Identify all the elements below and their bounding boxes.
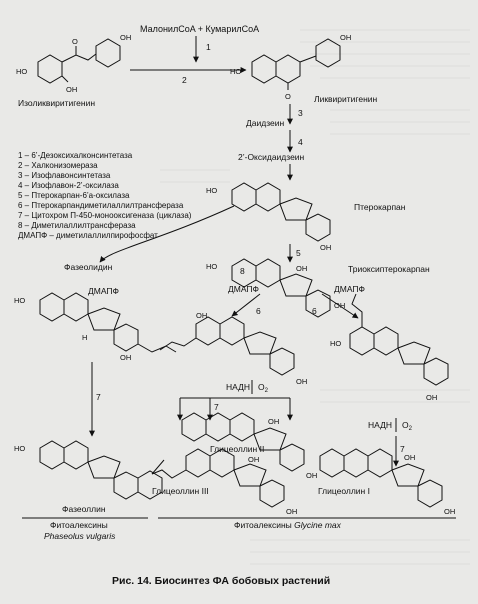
pterocarpan-structure — [206, 183, 331, 252]
reactants-label: МалонилCoA + КумарилCoA — [140, 24, 260, 34]
glyceollin3-structure — [152, 449, 297, 516]
step-7c-label: 7 — [400, 444, 405, 454]
o2-label-middle: $O_2$ — [258, 382, 268, 394]
step-3-label: 3 — [298, 108, 303, 118]
svg-text:HO: HO — [206, 262, 218, 271]
svg-text:OH: OH — [268, 417, 280, 426]
svg-text:H: H — [82, 333, 88, 342]
step-4-label: 4 — [298, 137, 303, 147]
svg-text:HO: HO — [16, 67, 28, 76]
svg-text:OH: OH — [340, 33, 352, 42]
svg-text:O: O — [285, 92, 291, 101]
step-7b-label: 7 — [214, 402, 219, 412]
liquiritigenin-label: Ликвиритигенин — [314, 94, 378, 104]
step-1-label: 1 — [206, 42, 211, 52]
nadh-label-middle: НАДН — [226, 382, 250, 392]
phaseollin-structure — [14, 441, 162, 499]
svg-text:HO: HO — [206, 186, 218, 195]
svg-text:OH: OH — [320, 243, 332, 252]
legend-item-5: 5 – Птерокарпан-6’а-оксилаза — [18, 191, 130, 200]
step-2-label: 2 — [182, 75, 187, 85]
svg-text:HO: HO — [330, 339, 342, 348]
legend-item-8: 8 – Диметилаллилтрансфераза — [18, 221, 136, 230]
nadh-label-right: НАДН — [368, 420, 392, 430]
phaseolidin-label: Фазеолидин — [64, 262, 113, 272]
svg-text:OH: OH — [404, 453, 416, 462]
step-6b-label: 6 — [312, 306, 317, 316]
svg-text:HO: HO — [14, 296, 26, 305]
glyceollin3-label: Глицеоллин III — [152, 486, 209, 496]
prenyl-pterocarpan-right-structure — [330, 294, 448, 402]
svg-text:HO: HO — [14, 444, 26, 453]
svg-text:OH: OH — [296, 264, 308, 273]
o2-label-right: $O_2$ — [402, 420, 412, 432]
figure-caption: Рис. 14. Биосинтез ФА бобовых растений — [112, 575, 331, 587]
oxydaidzein-label: 2’-Оксидаидзеин — [238, 152, 305, 162]
legend-item-2: 2 – Халконизомераза — [18, 161, 98, 170]
svg-text:HO: HO — [230, 67, 242, 76]
phytoalexins-left-label: Фитоалексины — [50, 520, 108, 530]
phaseolidin-structure — [14, 293, 176, 362]
step-8-label: 8 — [240, 266, 245, 276]
legend-item-1: 1 – 6’-Дезоксихалконсинтетаза — [18, 151, 133, 160]
isoliquiritigenin-label: Изоликвиритигенин — [18, 98, 96, 108]
prenyl-pterocarpan-left-structure — [160, 311, 307, 386]
phaseollin-label: Фазеоллин — [62, 504, 106, 514]
svg-text:OH: OH — [426, 393, 438, 402]
legend-item-7: 7 – Цитохром П-450-монооксигеназа (циклаза) — [18, 211, 192, 220]
legend-item-3: 3 – Изофлавонсинтетаза — [18, 171, 111, 180]
svg-text:OH: OH — [66, 85, 78, 94]
pterocarpan-label: Птерокарпан — [354, 202, 406, 212]
trioxypterocarpan-structure — [206, 259, 345, 317]
step-7a-label: 7 — [96, 392, 101, 402]
glyceollin1-structure — [320, 449, 455, 516]
liquiritigenin-structure — [230, 33, 351, 101]
dmapp-label-left: ДМАПФ — [88, 286, 119, 296]
svg-text:OH: OH — [248, 455, 260, 464]
svg-text:OH: OH — [306, 471, 318, 480]
legend-item-4: 4 – Изофлавон-2’-оксилаза — [18, 181, 119, 190]
step-6a-label: 6 — [256, 306, 261, 316]
arrow-step-6b — [322, 294, 358, 318]
dmapp-label-middle: ДМАПФ — [228, 284, 259, 294]
trioxypterocarpan-label: Триоксиптерокарпан — [348, 264, 430, 274]
legend-item-6: 6 – Птерокарпандиметилаллилтрансфераза — [18, 201, 184, 210]
dmapp-label-right: ДМАПФ — [334, 284, 365, 294]
svg-text:O: O — [72, 37, 78, 46]
svg-text:OH: OH — [296, 377, 308, 386]
isoliquiritigenin-structure — [16, 33, 131, 94]
daidzein-label: Даидзеин — [246, 118, 285, 128]
legend-item-dmapp: ДМАПФ – диметилаллилпирофосфат — [18, 231, 158, 240]
svg-text:OH: OH — [120, 33, 132, 42]
svg-text:OH: OH — [334, 301, 346, 310]
svg-text:OH: OH — [120, 353, 132, 362]
svg-text:OH: OH — [196, 311, 208, 320]
glyceollin1-label: Глицеоллин I — [318, 486, 370, 496]
phytoalexins-right-label: Фитоалексины Glycine max — [234, 520, 341, 530]
enzyme-legend — [18, 151, 192, 240]
svg-text:OH: OH — [286, 507, 298, 516]
glyceollin2-label: Глицеоллин II — [210, 444, 265, 454]
phytoalexins-left-species: Phaseolus vulgaris — [44, 531, 116, 541]
paper-texture — [160, 30, 470, 564]
svg-text:OH: OH — [444, 507, 456, 516]
step-5-label: 5 — [296, 248, 301, 258]
